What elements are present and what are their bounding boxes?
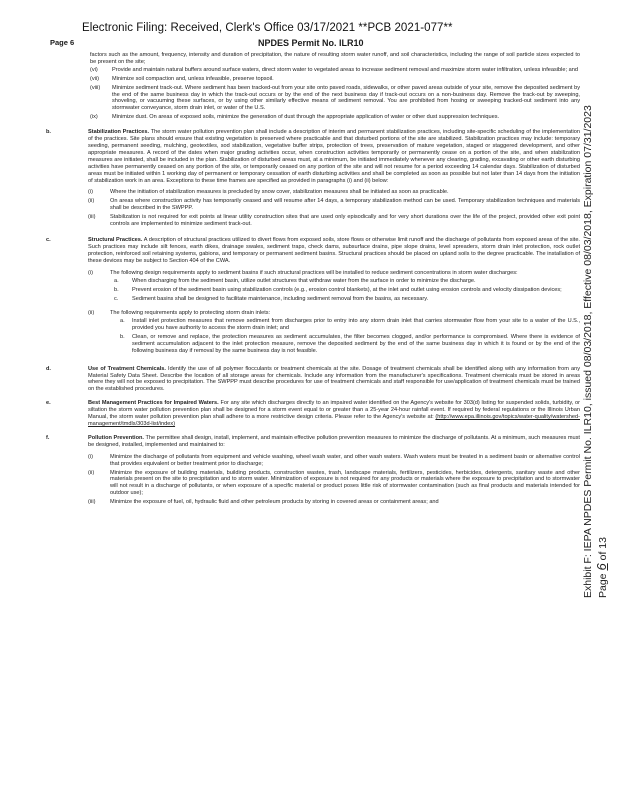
list-item: (vii) Minimize soil compaction and, unless infeasible, preserve topsoil. (90, 75, 274, 82)
section-f-title: Pollution Prevention. (88, 434, 144, 441)
section-c: c. Structural Practices. A description of structural practices utilized to divert flows from exposed soils, store flows or otherwise limit runoff and the discharge of pollutants from exposed areas of the site. Such practices may include silt fences, earth dikes, drainage swales, sediment traps, check dams, subsurface drains, pipe slope drains, level spreaders, storm drain inlet protection, rock outlet protection, reinforced soil retaining systems, gabions, and temporary or permanent sediment basins. Structural practices should be placed on upland soils to the degree practicable. The installation of these devices may be subject to Section 404 of the CWA. (i) The following design requirements apply to sediment basins if such structural practices will be installed to reduce sediment concentrations in storm water discharges: a. When discharging from the sediment basin, utilize outlet structures that withdraw water from the surface in order to minimize the discharge. b. Prevent erosion of the sediment basin using stabilization controls (e.g., erosion control blankets), at the inlet and outlet using erosion controls and velocity dissipation devices; c. Sediment basins shall be designed to facilitate maintenance, including sediment removal from the basins, as necessary. (ii) The following requirements apply to protecting storm drain inlets: a. Install inlet protection measures that remove sediment from discharges prior to entry into any storm drain inlet that carries stormwater flow from your site to a water of the U.S., provided you have authority to access the storm drain inlet; and b. Clean, or remove and replace, the protection measures as sediment accumulates, the filter becomes clogged, and/or performance is compromised. Where there is evidence of sediment accumulation adjacent to the inlet protection measure, remove the deposited sediment by the end of the same business day in which it is found or by the end of the following business day if removal by the same business day is not feasible. (46, 237, 580, 359)
section-d: d. Use of Treatment Chemicals. Identify the use of all polymer flocculants or treatment chemicals at the site. Dosage of treatment chemicals shall be identified along with any information from any Material Safety Data Sheet. Describe the location of all storage areas for chemicals. Include any information from the manufacturer's specifications. Treatment chemicals must be stored in areas where they will not be exposed to precipitation. The SWPPP must describe procedures for use of treatment chemicals and staff responsible for use/application of treatment chemicals must be trained on the established procedures. (46, 365, 580, 393)
list-item: (ii) Minimize the exposure of building materials, building products, construction wastes, trash, landscape materials, fertilizers, pesticides, herbicides, detergents, sanitary waste and other materials present on the site to precipitation and to storm water. Minimization of exposure is not required for any products or materials where the exposure to precipitation and to stormwater will not result in a discharge of pollutants, or when exposure of a specific material or product poses little risk of stormwater contamination (such as final products and materials intended for outdoor use); (88, 469, 580, 497)
list-item: (iii) Stabilization is not required for exit points at linear utility construction sites that are used only episodically and for very short durations over the life of the project, provided other exit point controls are implemented to minimize sediment track-out. (88, 214, 580, 228)
list-item: (i) The following design requirements apply to sediment basins if such structural practices will be installed to reduce sediment concentrations in storm water discharges: a. When discharging from the sediment basin, utilize outlet structures that withdraw water from the surface in order to minimize the discharge. b. Prevent erosion of the sediment basin using stabilization controls (e.g., erosion control blankets), at the inlet and outlet using erosion controls and velocity dissipation devices; c. Sediment basins shall be designed to facilitate maintenance, including sediment removal from the basins, as necessary. (88, 270, 580, 309)
list-item: (ii) On areas where construction activity has temporarily ceased and will resume after 14 days, a temporary stabilization method can be used. Temporary stabilization techniques and materials shall be described in the SWPPP. (88, 198, 580, 212)
list-item: (vi) Provide and maintain natural buffers around surface waters, direct storm water to vegetated areas to increase sediment removal and maximize storm water infiltration, unless infeasible; and (90, 66, 578, 73)
section-b-title: Stabilization Practices. (88, 129, 150, 136)
handwritten-page-number: 6 (594, 563, 609, 571)
section-d-title: Use of Treatment Chemicals. (88, 365, 166, 372)
page-label: Page 6 (50, 38, 75, 47)
section-a-lead: factors such as the amount, frequency, intensity and duration of precipitation, the nature of resulting storm water runoff, and soil characteristics, including the range of soil particle sizes expected to be present on the site; (90, 52, 580, 65)
list-item: b. Prevent erosion of the sediment basin using stabilization controls (e.g., erosion control blankets), at the inlet and outlet using erosion controls and velocity dissipation devices; (114, 287, 562, 294)
section-a-continuation (46, 52, 580, 121)
section-e: e. Best Management Practices for Impaired Waters. For any site which discharges directly to an impaired water identified on the Agency's website for 303(d) listing for suspended solids, turbidity, or siltation the storm water pollution prevention plan shall be designed for a storm event equal to or greater than a 25-year 24-hour rainfall event. If required by federal regulations or the Illinois Urban Manual, the storm water pollution prevention plan shall adhere to a more restrictive design criteria. Please refer to the Agency's website at: (http://www.epa.illinois.gov/topics/water-quality/watershed-management/tmdls/303d-list/index) (46, 400, 580, 427)
document-body (46, 52, 580, 515)
section-e-title: Best Management Practices for Impaired Waters. (88, 400, 219, 407)
section-c-title: Structural Practices. (88, 236, 143, 243)
list-item: a. Install inlet protection measures that remove sediment from discharges prior to entry into any storm drain inlet that carries stormwater flow from your site to a water of the U.S., provided you have authority to access the storm drain inlet; and (120, 318, 580, 331)
permit-number: NPDES Permit No. ILR10 (258, 38, 364, 48)
list-item: (i) Where the initiation of stabilization measures is precluded by snow cover, stabilization measures shall be initiated as soon as practicable. (88, 189, 449, 196)
exhibit-line: Exhibit F: IEPA NPDES Permit No. ILR10, issued 08/03/2018, Effective 08/03/2018, Expiration 07/31/2023 (582, 105, 594, 598)
list-item: (ii) The following requirements apply to protecting storm drain inlets: a. Install inlet protection measures that remove sediment from discharges prior to entry into any storm drain inlet that carries stormwater flow from your site to a water of the U.S., provided you have authority to access the storm drain inlet; and b. Clean, or remove and replace, the protection measures as sediment accumulates, the filter becomes clogged, and/or performance is compromised. Where there is evidence of sediment accumulation adjacent to the inlet protection measure, remove the deposited sediment by the end of the same business day in which it is found or by the end of the following business day if removal by the same business day is not feasible. (88, 310, 580, 354)
section-b: b. Stabilization Practices. The storm water pollution prevention plan shall include a description of interim and permanent stabilization practices, including site-specific scheduling of the implementation of the practices. Site plans should ensure that existing vegetation is preserved where practicable and that disturbed portions of the site are stabilized. Stabilization practices may include: temporary seeding, permanent seeding, mulching, geotextiles, sod stabilization, vegetative buffer strips, protection of trees, preservation of mature vegetation, staged or staggered development, and other appropriate measures. A record of the dates when major grading activities occur, when construction activities temporarily or permanently cease on a portion of the site, and when stabilization measures are initiated, shall be included in the plan. Stabilization of disturbed areas must, at a minimum, be initiated immediately whenever any clearing, grading, excavating or other earth disturbing activities have permanently ceased on any portion of the site, or temporarily ceased on any portion of the site and will not resume for a period exceeding 14 calendar days. Stabilization of disturbed areas must be initiated within 1 working day of permanent or temporary cessation of earth disturbing activities and shall be completed as soon as possible but not later than 14 days from the initiation of stabilization work in an area. Exceptions to these time frames are specified as provided in paragraphs (i) and (ii) below: (i) Where the initiation of stabilization measures is precluded by snow cover, stabilization measures shall be initiated as soon as practicable. (ii) On areas where construction activity has temporarily ceased and will resume after 14 days, a temporary stabilization method can be used. Temporary stabilization techniques and materials shall be described in the SWPPP. (iii) Stabilization is not required for exit points at linear utility construction sites that are used only episodically and for very short durations over the life of the project, provided other exit point controls are implemented to minimize sediment track-out. (46, 129, 581, 228)
list-item: (i) Minimize the discharge of pollutants from equipment and vehicle washing, wheel wash water, and other wash waters. Wash waters must be treated in a sediment basin or alternative control that provides equivalent or better treatment prior to discharge; (88, 453, 580, 467)
list-item: (viii) Minimize sediment track-out. Where sediment has been tracked-out from your site onto paved roads, sidewalks, or other paved areas outside of your site, remove the deposited sediment by the end of the same business day in which the track-out occurs or by the end of the next business day if track-out occurs on a non-business day. Remove the track-out by sweeping, shoveling, or vacuuming these surfaces, or by using other similarly effective means of sediment removal. You are prohibited from hosing or sweeping tracked-out sediment into any stormwater conveyance, storm drain inlet, or water of the U.S. (90, 84, 580, 112)
efiling-stamp: Electronic Filing: Received, Clerk's Office 03/17/2021 **PCB 2021-077** (82, 22, 453, 34)
list-item: b. Clean, or remove and replace, the protection measures as sediment accumulates, the filter becomes clogged, and/or performance is compromised. Where there is evidence of sediment accumulation adjacent to the inlet protection measure, remove the deposited sediment by the end of the same business day in which it is found or by the end of the following business day if removal by the same business day is not feasible. (120, 333, 580, 354)
list-item: (iii) Minimize the exposure of fuel, oil, hydraulic fluid and other petroleum products by storing in covered areas or containment areas; and (88, 499, 439, 506)
list-item: (ix) Minimize dust. On areas of exposed soils, minimize the generation of dust through the appropriate application of water or other dust suppression techniques. (90, 114, 500, 121)
exhibit-page-number: Page 6 of 13 (594, 537, 609, 598)
agency-website-link[interactable]: (http://www.epa.illinois.gov/topics/water-quality/watershed-management/tmdls/303d-list/index) (88, 414, 580, 427)
section-f: f. Pollution Prevention. The permittee shall design, install, implement, and maintain effective pollution prevention measures to minimize the discharge of pollutants. At a minimum, such measures must be designed, installed, implemented and maintained to: (i) Minimize the discharge of pollutants from equipment and vehicle washing, wheel wash water, and other wash waters. Wash waters must be treated in a sediment basin or alternative control that provides equivalent or better treatment prior to discharge; (ii) Minimize the exposure of building materials, building products, construction wastes, trash, landscape materials, fertilizers, pesticides, herbicides, detergents, sanitary waste and other materials present on the site to precipitation and to storm water. Minimization of exposure is not required for any products or materials where the exposure to precipitation and to stormwater will not result in a discharge of pollutants, or when exposure of a specific material or product poses little risk of stormwater contamination (such as final products and materials intended for outdoor use); (iii) Minimize the exposure of fuel, oil, hydraulic fluid and other petroleum products by storing in covered areas or containment areas; and (46, 434, 580, 506)
list-item: c. Sediment basins shall be designed to facilitate maintenance, including sediment removal from the basins, as necessary. (114, 296, 429, 303)
list-item: a. When discharging from the sediment basin, utilize outlet structures that withdraw water from the surface in order to minimize the discharge. (114, 278, 476, 285)
